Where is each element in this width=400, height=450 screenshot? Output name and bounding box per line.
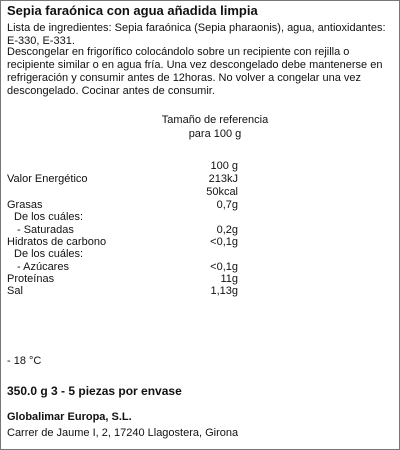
nutrient-value-salt: 1,13g <box>210 285 238 297</box>
package-info: 350.0 g 3 - 5 piezas por envase <box>7 384 182 398</box>
nutrient-label-saturated: - Saturadas <box>17 224 74 236</box>
product-title: Sepia faraónica con agua añadida limpia <box>7 3 258 18</box>
nutrient-value-energy-kj: 213kJ <box>208 173 238 185</box>
nutrient-label-salt: Sal <box>7 285 23 297</box>
instructions-text: Descongelar en frigorífico colocándolo sobre un recipiente con rejilla o recipiente similar o en agua fría. Una vez descongelado debe mantenerse en refrigeración y consumir antes de 12horas. No volver a congelar una vez descongelado. Cocinar antes de consumir. <box>7 46 383 97</box>
reference-size-label: Tamaño de referencia <box>161 114 269 126</box>
nutrient-value-protein: 11g <box>220 273 238 285</box>
serving-size: 100 g <box>210 160 238 172</box>
nutrient-label-carbs: Hidratos de carbono <box>7 236 107 248</box>
storage-temperature: - 18 °C <box>7 355 42 367</box>
company-address: Carrer de Jaume I, 2, 17240 Llagostera, Girona <box>7 427 239 439</box>
nutrient-value-sugars: <0,1g <box>210 261 238 273</box>
nutrient-value-energy-kcal: 50kcal <box>206 186 238 198</box>
nutrient-value-carbs: <0,1g <box>210 236 238 248</box>
reference-size-value: para 100 g <box>188 128 242 140</box>
nutrient-value-saturated: 0,2g <box>216 224 238 236</box>
nutrient-label-of-which-fat: De los cuáles: <box>14 211 84 223</box>
nutrient-label-protein: Proteínas <box>7 273 55 285</box>
nutrient-label-fat: Grasas <box>7 199 43 211</box>
ingredients-text: Lista de ingredientes: Sepia faraónica (Sepia pharaonis), agua, antioxidantes: E-330, E-331. <box>7 22 386 47</box>
nutrient-label-energy: Valor Energético <box>7 173 88 185</box>
nutrient-label-of-which-carbs: De los cuáles: <box>14 248 84 260</box>
nutrient-value-fat: 0,7g <box>216 199 238 211</box>
company-name: Globalimar Europa, S.L. <box>7 411 132 423</box>
nutrient-label-sugars: - Azúcares <box>17 261 69 273</box>
